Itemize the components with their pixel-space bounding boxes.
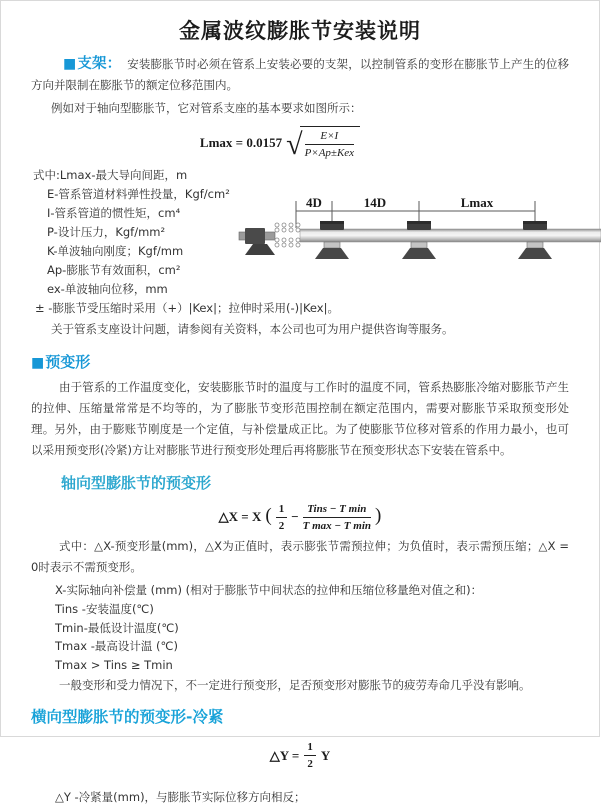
definition-item: ± -膨胀节受压缩时采用（+）|Kex|；拉伸时采用(-)|Kex|。 [35, 300, 339, 315]
page-title: 金属波纹膨胀节安装说明 [179, 19, 421, 43]
preform-body-paragraph: 由于管系的工作温度变化，安装膨胀节时的温度与工作时的温度不同，管系热膨胀冷缩对膨胀节产生的拉伸、压缩量常常是不均等的，为了膨胀节变形范围控制在额定范围内，需要对膨胀节采取预变形处理。另外，由于膨账节刚度是一个定值，与补偿量成正比。为了使膨胀节位移对管系的作用力最小，也可以采用预变形(冷紧)方让对膨胀节进行预变形处理后再将膨胀节在预变形状态下安装在管系中。 [31, 379, 569, 457]
minus-sign: − [291, 509, 299, 525]
parameter-line: Tmin-最低设计温度(℃) [55, 620, 179, 635]
definition-item: 式中:Lmax-最大导向间距，m [33, 167, 188, 182]
lateral-definition-line: △Y -冷紧量(mm)，与膨胀节实际位移方向相反； [55, 789, 306, 804]
anchor-support [239, 228, 275, 255]
bellows-icon [275, 223, 300, 247]
parameter-line: Tmax -最高设计温 (℃) [55, 639, 178, 654]
definition-item: E-管系管道材料弹性投量，Kgf/cm² [47, 186, 230, 201]
pipe-support-diagram [239, 192, 601, 267]
definition-item: K-单波轴向刚度；Kgf/mm [47, 243, 184, 258]
dy-formula-lhs: △Y = [269, 747, 300, 763]
radical-group [286, 126, 360, 161]
preform-heading-text: 预变形 [45, 352, 91, 371]
close-paren: ) [375, 505, 382, 527]
dim-label-4d: 4D [306, 195, 322, 210]
dim-label-14d: 14D [363, 195, 387, 210]
axial-subheading: 轴向型膨胀节的预变形 [61, 473, 212, 492]
section-marker-icon: ■ [31, 354, 45, 371]
parameter-line: X-实际轴向补偿量 (mm) (相对于膨胀节中间状态的拉伸和压缩位移量绝对值之和)： [55, 583, 483, 598]
axial-closing-line: 一般变形和受力情况下，不一定进行预变形，足否预变形对膨胀节的疲劳寿命几乎没有影响。 [59, 678, 531, 693]
lmax-formula [31, 126, 529, 161]
dim-label-lmax: Lmax [460, 195, 494, 210]
pipe-support-svg [239, 192, 601, 267]
definition-item: ex-单波轴向位移，mm [47, 281, 168, 296]
open-paren: ( [265, 505, 272, 527]
axial-preform-formula [31, 502, 569, 534]
support-note-line: 关于管系支座设计问题，请参阅有关资料，本公司也可为用户提供咨询等服务。 [51, 321, 454, 336]
one-half-fraction: $\frac{1}{2}$ [304, 740, 316, 772]
support-intro-text: 安装膨胀节时必须在管系上安装必要的支架，以控制管系的变形在膨胀节上产生的位移方向并限制在膨胀节的额定位移范围内。 [31, 57, 569, 92]
radical-sign-icon: √ [286, 127, 303, 161]
one-half-fraction: $\frac{1}{2}$ [276, 502, 288, 534]
pipe [300, 229, 601, 242]
lmax-formula-lhs: Lmax = 0.0157 [199, 134, 283, 150]
support-section-label: 支架： [77, 56, 122, 72]
lateral-subheading: 横向型膨胀节的预变形-冷紧 [31, 708, 224, 727]
dy-formula-rhs: Y [320, 747, 331, 763]
definition-item: Ap-膨胀节有效面积，cm² [47, 262, 181, 277]
definition-item: P-设计压力，Kgf/mm² [47, 224, 166, 239]
parameter-line: Tmax > Tins ≥ Tmin [55, 657, 173, 672]
axial-explain-paragraph: 式中：△X-预变形量(mm)，△X为正值时，表示膨张节需预拉伸；为负值时，表示需预压缩；△X = 0时表示不需预变形。 [31, 539, 569, 575]
temperature-fraction: $\frac{\text{Tins − T min}}{\text{T max − T min}}$ [302, 502, 371, 532]
dx-formula-lhs: △X = X [218, 509, 262, 525]
definition-item: I-管系管道的惯性矩，cm⁴ [47, 205, 181, 220]
lmax-formula-denominator: P×Ap±Kex [304, 147, 355, 160]
preform-section-heading [31, 351, 569, 372]
lateral-preform-formula [31, 740, 569, 772]
lmax-formula-numerator: E×I [305, 129, 355, 145]
section-marker-icon: ■ [63, 56, 77, 72]
axial-parameter-lines [31, 580, 569, 674]
support-intro-paragraph [31, 54, 569, 96]
support-example-line: 例如对于轴向型膨胀节，它对管系支座的基本要求如图所示： [51, 101, 362, 115]
parameter-line: Tins -安装温度(℃) [55, 602, 154, 617]
